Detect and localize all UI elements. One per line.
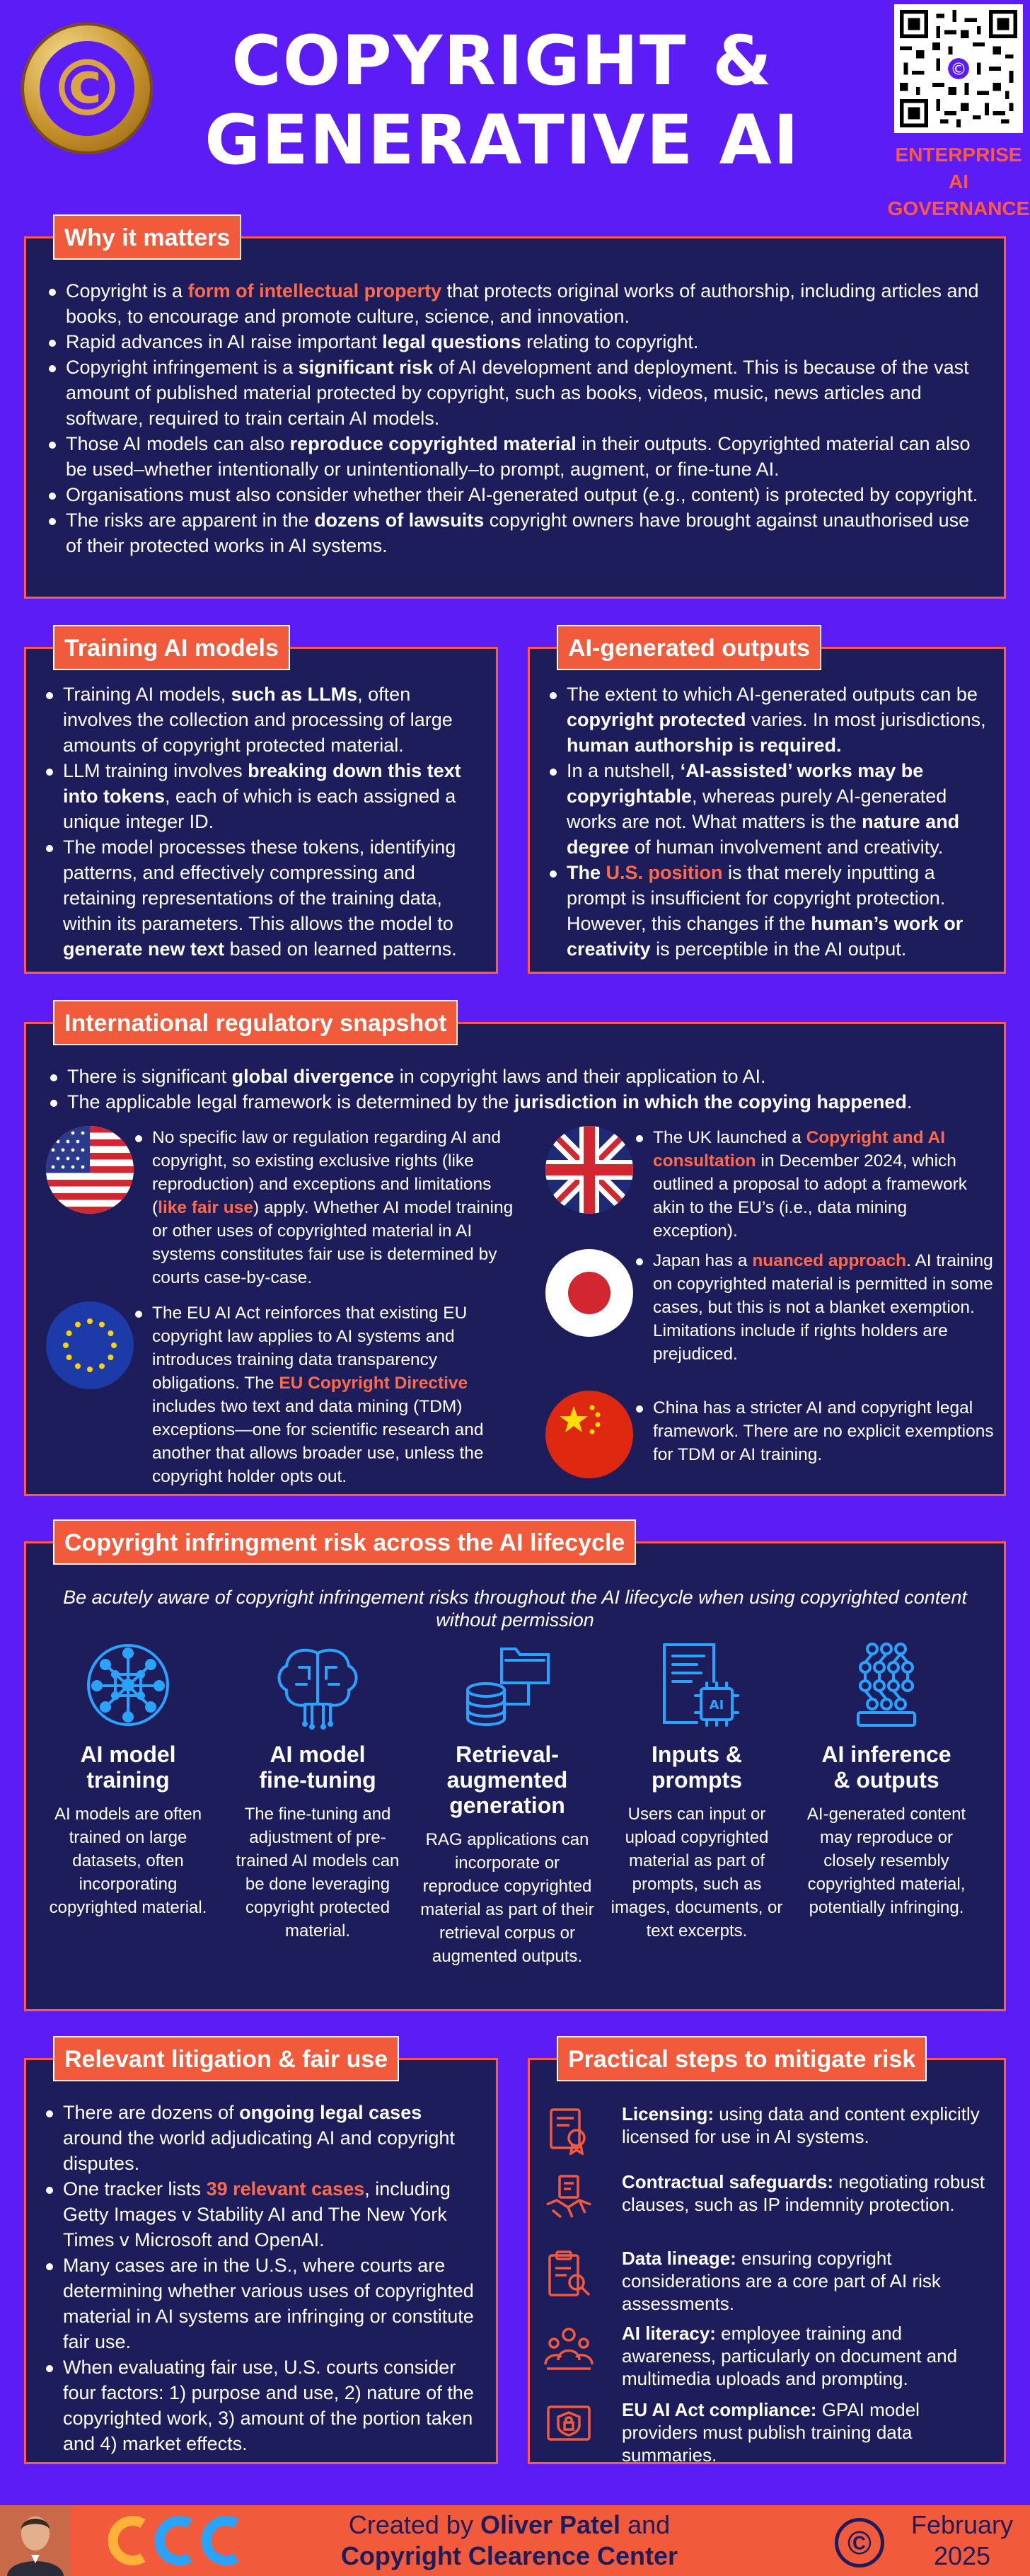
list-item: There is significant global divergence in copyright laws and their application to AI.: [47, 1064, 984, 1089]
list-item: The risks are apparent in the dozens of lawsuits copyright owners have brought against unauthorised use of their protected works in AI systems.: [46, 507, 984, 558]
litigation-title: Relevant litigation & fair use: [53, 2036, 399, 2081]
brand-label: [877, 142, 1030, 222]
stage-inputs: [606, 1635, 787, 1943]
uk-text: [633, 1126, 994, 1243]
list-item: Japan has a nuanced approach. AI training on copyrighted material is permitted in some cases, but this is not a blanket exemption. Limitations include if rights holders are prejudiced.: [633, 1249, 994, 1366]
training-list: [43, 682, 480, 962]
list-item: Copyright is a form of intellectual property that protects original works of authorship, including articles and books, to encourage and promote culture, science, and innovation.: [46, 278, 984, 329]
svg-text:AI: AI: [709, 1698, 724, 1713]
clipboard-search-icon: [544, 2250, 594, 2299]
list-item: Training AI models, such as LLMs, often involves the collection and processing of large amounts of copyright protected material.: [43, 682, 480, 758]
outputs-panel: [528, 635, 1006, 974]
outputs-list: [547, 682, 988, 962]
footer-credit: Created by Oliver Patel and Copyright Clearence Center: [340, 2510, 678, 2570]
ai-document-icon: [606, 1635, 787, 1735]
list-item: China has a stricter AI and copyright legal framework. There are no explicit exemptions for TDM or AI training.: [633, 1396, 994, 1466]
list-item: The U.S. position is that merely inputting a prompt is insufficient for copyright protection. However, this changes if the human’s work or creativity is perceptible in the AI output.: [547, 860, 988, 962]
uk-flag-icon: [545, 1126, 633, 1214]
header: [0, 0, 1030, 219]
network-nodes-icon: [796, 1635, 977, 1735]
copyright-logo-icon: ©: [21, 23, 153, 154]
stage-title: AI inference & outputs: [821, 1742, 951, 1793]
list-item: One tracker lists 39 relevant cases, including Getty Images v Stability AI and The New York Times v Microsoft and OpenAI.: [43, 2176, 482, 2253]
stage-description: RAG applications can incorporate or reproduce copyrighted material as part of their retrieval corpus or augmented outputs.: [420, 1830, 594, 1966]
stage-title: Retrieval- augmented generation: [446, 1742, 568, 1818]
list-item: In a nutshell, ‘AI-assisted’ works may be copyrightable, whereas purely AI-generated works are not. What matters is the nature and degree of human involvement and creativity.: [547, 758, 988, 860]
outputs-title: AI-generated outputs: [557, 625, 821, 670]
brand-line-2: AI GOVERNANCE: [887, 171, 1030, 219]
us-text: [132, 1126, 528, 1289]
team-icon: [544, 2325, 594, 2374]
database-folder-icon: [417, 1635, 598, 1735]
step-text: EU AI Act compliance: GPAI model providers must publish training data summaries.: [622, 2399, 920, 2466]
qr-code-icon[interactable]: [894, 4, 1023, 133]
ccc-logo-icon: [99, 2514, 255, 2568]
china-text: [633, 1396, 994, 1466]
us-flag-icon: [46, 1126, 134, 1214]
list-item: There are dozens of ongoing legal cases around the world adjudicating AI and copyright disputes.: [43, 2100, 482, 2176]
steps-title: Practical steps to mitigate risk: [557, 2036, 927, 2081]
list-item: Rapid advances in AI raise important legal questions relating to copyright.: [46, 329, 984, 355]
step-text: Data lineage: ensuring copyright considerations are a core part of AI risk assessments.: [622, 2248, 941, 2314]
list-item: When evaluating fair use, U.S. courts consider four factors: 1) purpose and use, 2) nature of the copyrighted work, 3) amount of the portion taken and 4) market effects.: [43, 2354, 482, 2456]
list-item: Those AI models can also reproduce copyrighted material in their outputs. Copyrighted material can also be used–whether intentionally or unintentionally–to prompt, augment, or fine-tune AI.: [46, 431, 984, 482]
litigation-list: [43, 2100, 482, 2456]
shield-lock-icon: [544, 2401, 594, 2451]
list-item: Copyright infringement is a significant risk of AI development and deployment. This is because of the vast amount of published material protected by copyright, such as books, videos, music, news articles and software, required to train certain AI models.: [46, 355, 984, 431]
list-item: LLM training involves breaking down this text into tokens, each of which is each assigned a unique integer ID.: [43, 758, 480, 834]
title-line-1: COPYRIGHT &: [231, 21, 773, 100]
title-line-2: GENERATIVE AI: [204, 100, 800, 180]
international-panel: [24, 1010, 1006, 1496]
lifecycle-panel: [24, 1529, 1006, 2011]
stage-rag: [417, 1635, 598, 1968]
list-item: The extent to which AI-generated outputs can be copyright protected varies. In most jurisdictions, human authorship is required.: [547, 682, 988, 758]
lifecycle-intro: Be acutely aware of copyright infringement risks throughout the AI lifecycle when using copyrighted content without permission: [63, 1587, 967, 1631]
eu-flag-icon: [46, 1301, 134, 1389]
japan-flag-icon: [545, 1249, 633, 1337]
footer-date: February 2025: [910, 2510, 1014, 2570]
stage-description: Users can input or upload copyrighted material as part of prompts, such as images, documents, or text excerpts.: [611, 1805, 783, 1940]
handshake-icon: [544, 2173, 594, 2223]
why-it-matters-panel: [24, 224, 1006, 599]
list-item: The applicable legal framework is determined by the jurisdiction in which the copying happened.: [47, 1089, 984, 1115]
stage-training: [37, 1635, 219, 1919]
brand-line-1: ENTERPRISE: [895, 144, 1022, 166]
license-icon: [544, 2105, 594, 2155]
step-text: AI literacy: employee training and awareness, particularly on document and multimedia uploads and prompting.: [622, 2323, 958, 2389]
list-item: Organisations must also consider whether their AI-generated output (e.g., content) is protected by copyright.: [46, 482, 984, 507]
stage-title: AI model training: [80, 1742, 176, 1793]
training-panel: [24, 635, 498, 974]
list-item: No specific law or regulation regarding AI and copyright, so existing exclusive rights (like reproduction) and exceptions and limitations (like fair use) apply. Whether AI model training or other uses of copyrighted material in AI systems constitutes fair use is determined by courts case-by-case.: [132, 1126, 528, 1289]
stage-description: The fine-tuning and adjustment of pre-trained AI models can be done leveraging copyright protected material.: [236, 1805, 400, 1940]
why-list: [46, 278, 984, 558]
avatar: [0, 2505, 71, 2576]
list-item: The model processes these tokens, identifying patterns, and effectively compressing and retaining representations of the training data, within its parameters. This allows the model to generate new text based on learned patterns.: [43, 834, 480, 962]
step-text: Contractual safeguards: negotiating robust clauses, such as IP indemnity protection.: [622, 2171, 985, 2215]
stage-description: AI models are often trained on large datasets, often incorporating copyrighted material.: [49, 1805, 207, 1917]
china-flag-icon: [545, 1391, 633, 1478]
international-intro-list: [47, 1064, 984, 1115]
list-item: Many cases are in the U.S., where courts are determining whether various uses of copyrighted material in AI systems are infringing or constitute fair use.: [43, 2253, 482, 2354]
step-text: Licensing: using data and content explicitly licensed for use in AI systems.: [622, 2103, 980, 2147]
why-it-matters-title: Why it matters: [53, 214, 241, 260]
list-item: The UK launched a Copyright and AI consultation in December 2024, which outlined a proposal to adopt a framework akin to the EU’s (i.e., data mining exception).: [633, 1126, 994, 1243]
stage-title: AI model fine-tuning: [259, 1742, 376, 1793]
lifecycle-title: Copyright infringment risk across the AI lifecycle: [53, 1519, 636, 1565]
stage-fine-tuning: [227, 1635, 408, 1943]
steps-panel: [528, 2046, 1006, 2466]
page-title: [170, 21, 835, 180]
international-title: International regulatory snapshot: [53, 1000, 458, 1045]
stage-title: Inputs & prompts: [652, 1742, 742, 1793]
svg-text:©: ©: [950, 60, 967, 79]
stage-inference: [796, 1635, 977, 1919]
copyright-symbol-icon: ©: [835, 2518, 884, 2568]
litigation-panel: [24, 2046, 498, 2464]
footer: [0, 2505, 1030, 2576]
training-title: Training AI models: [53, 625, 290, 670]
neural-network-icon: [37, 1635, 219, 1735]
japan-text: [633, 1249, 994, 1366]
brain-circuit-icon: [227, 1635, 408, 1735]
eu-text: [132, 1301, 528, 1488]
stage-description: AI-generated content may reproduce or closely resembly copyrighted material, potentially infringing.: [806, 1805, 966, 1917]
list-item: The EU AI Act reinforces that existing EU copyright law applies to AI systems and introduces training data transparency obligations. The EU Copyright Directive includes two text and data mining (TDM) exceptions—one for scientific research and another that allows broader use, unless the copyright holder opts out.: [132, 1301, 528, 1488]
